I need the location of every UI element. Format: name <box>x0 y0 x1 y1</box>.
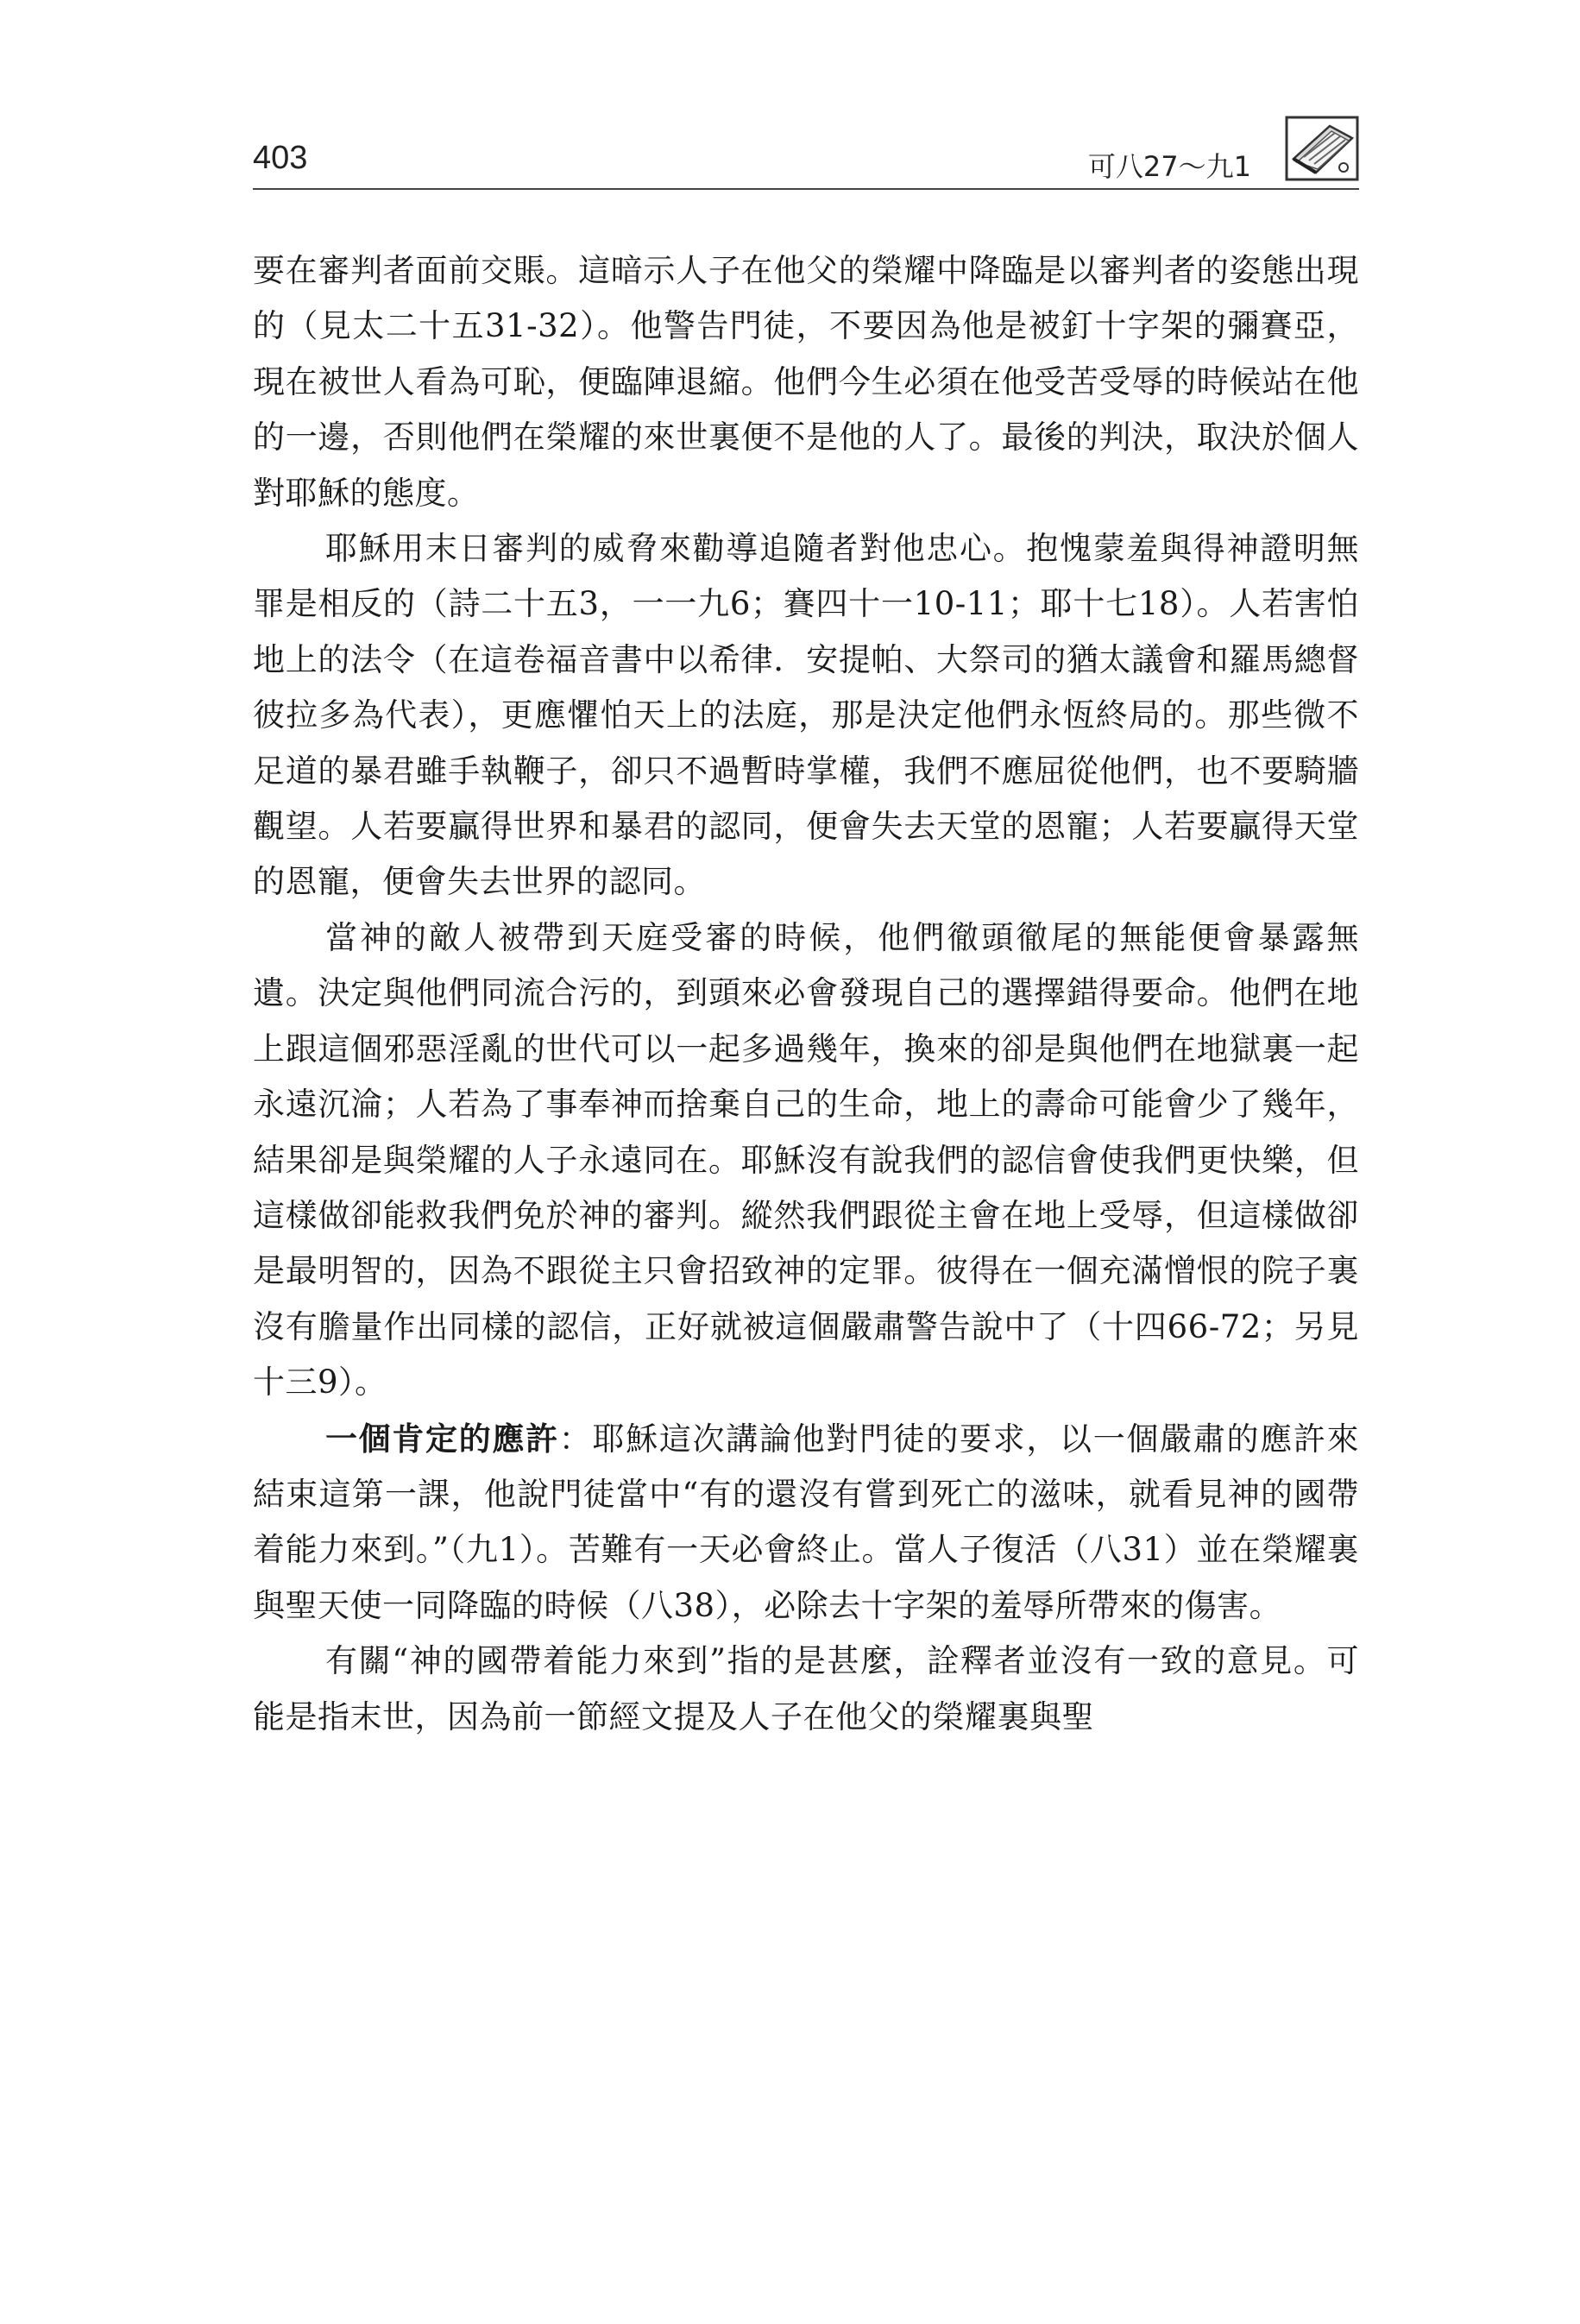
header-rule <box>253 188 1359 190</box>
paragraph: 要在審判者面前交賬。這暗示人子在他父的榮耀中降臨是以審判者的姿態出現的（見太二十五31-32）。他警告門徒，不要因為他是被釘十字架的彌賽亞，現在被世人看為可恥，便臨陣退縮。他們今生必須在他受苦受辱的時候站在他的一邊，否則他們在榮耀的來世裏便不是他的人了。最後的判決，取決於個人對耶穌的態度。 <box>253 252 1359 512</box>
paragraph <box>253 1411 1359 1634</box>
paragraph-lead-term: 一個肯定的應許 <box>325 1419 559 1458</box>
page-header <box>253 129 1359 190</box>
running-head: 可八27～九1 <box>1087 150 1251 183</box>
body-text <box>253 243 1359 1745</box>
paragraph-text: ：耶穌這次講論他對門徒的要求，以一個嚴肅的應許來結束這第一課，他說門徒當中“有的還沒有嘗到死亡的滋味，就看見神的國帶着能力來到。”（九1）。苦難有一天必會終止。當人子復活（八31）並在榮耀裏與聖天使一同降臨的時候（八38），必除去十字架的羞辱所帶來的傷害。 <box>253 1420 1360 1624</box>
book-icon <box>1285 116 1359 181</box>
paragraph: 當神的敵人被帶到天庭受審的時候，他們徹頭徹尾的無能便會暴露無遺。決定與他們同流合污的，到頭來必會發現自己的選擇錯得要命。他們在地上跟這個邪惡淫亂的世代可以一起多過幾年，換來的卻是與他們在地獄裏一起永遠沉淪；人若為了事奉神而捨棄自己的生命，地上的壽命可能會少了幾年，結果卻是與榮耀的人子永遠同在。耶穌沒有說我們的認信會使我們更快樂，但這樣做卻能救我們免於神的審判。縱然我們跟從主會在地上受辱，但這樣做卻是最明智的，因為不跟從主只會招致神的定罪。彼得在一個充滿憎恨的院子裏沒有膽量作出同樣的認信，正好就被這個嚴肅警告說中了（十四66-72；另見十三9）。 <box>253 918 1359 1401</box>
page-number: 403 <box>253 140 308 176</box>
paragraph: 耶穌用末日審判的威脅來勸導追隨者對他忠心。抱愧蒙羞與得神證明無罪是相反的（詩二十五3，一一九6；賽四十一10-11；耶十七18）。人若害怕地上的法令（在這卷福音書中以希律．安提帕、大祭司的猶太議會和羅馬總督彼拉多為代表），更應懼怕天上的法庭，那是決定他們永恆終局的。那些微不足道的暴君雖手執鞭子，卻只不過暫時掌權，我們不應屈從他們，也不要騎牆觀望。人若要贏得世界和暴君的認同，便會失去天堂的恩寵；人若要贏得天堂的恩寵，便會失去世界的認同。 <box>253 530 1359 901</box>
paragraph: 有關“神的國帶着能力來到”指的是甚麼，詮釋者並沒有一致的意見。可能是指末世，因為前一節經文提及人子在他父的榮耀裏與聖 <box>253 1642 1359 1735</box>
